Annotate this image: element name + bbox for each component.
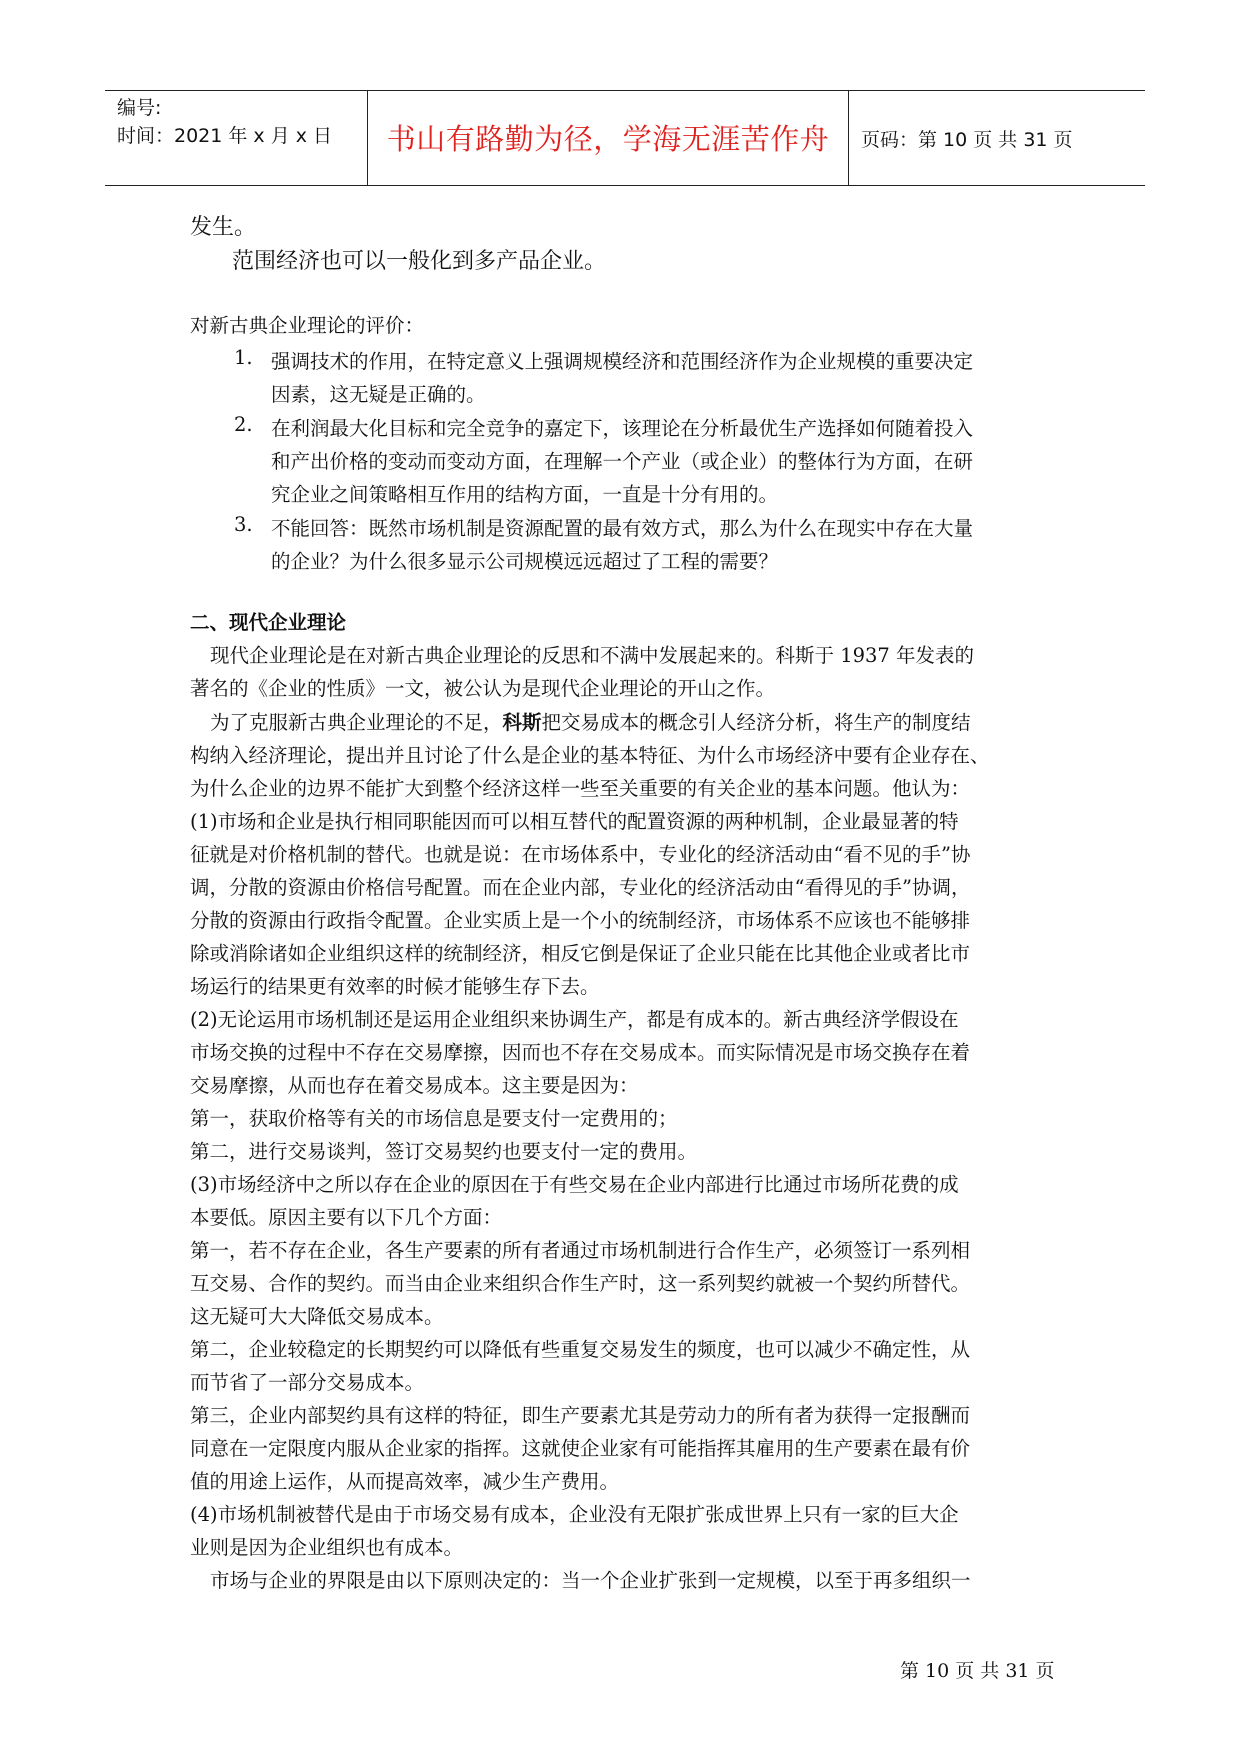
body-line: 市场与企业的界限是由以下原则决定的：当一个企业扩张到一定规模，以至于再多组织一 <box>210 1569 971 1592</box>
body-line: (4)市场机制被替代是由于市场交易有成本，企业没有无限扩张成世界上只有一家的巨大企 <box>190 1503 959 1526</box>
body-line: 市场交换的过程中不存在交易摩擦，因而也不存在交易成本。而实际情况是市场交换存在着 <box>190 1041 971 1064</box>
body-line: 而节省了一部分交易成本。 <box>190 1371 425 1394</box>
section-heading: 二、现代企业理论 <box>190 611 347 634</box>
body-line: (2)无论运用市场机制还是运用企业组织来协调生产，都是有成本的。新古典经济学假设在 <box>190 1008 959 1031</box>
list-number: 2. <box>234 413 253 436</box>
body-line: 著名的《企业的性质》一文，被公认为是现代企业理论的开山之作。 <box>190 677 776 700</box>
body-line: 这无疑可大大降低交易成本。 <box>190 1305 444 1328</box>
time-label: 时间：2021 年 x 月 x 日 <box>117 125 333 147</box>
body-line: 第二，企业较稳定的长期契约可以降低有些重复交易发生的频度，也可以减少不确定性，从 <box>190 1338 971 1361</box>
body-line: 发生。 <box>190 215 257 240</box>
body-line: 调，分散的资源由价格信号配置。而在企业内部，专业化的经济活动由“看得见的手”协调， <box>190 876 971 899</box>
body-text: 把交易成本的概念引人经济分析，将生产的制度结 <box>541 711 971 734</box>
header-page-cell <box>849 91 1145 185</box>
body-line: 本要低。原因主要有以下几个方面： <box>190 1206 503 1229</box>
body-line: 场运行的结果更有效率的时候才能够生存下去。 <box>190 975 600 998</box>
body-line: 业则是因为企业组织也有成本。 <box>190 1536 464 1559</box>
body-line: 除或消除诸如企业组织这样的统制经济，相反它倒是保证了企业只能在比其他企业或者比市 <box>190 942 971 965</box>
header-meta-cell <box>105 91 368 185</box>
list-item-line: 不能回答：既然市场机制是资源配置的最有效方式，那么为什么在现实中存在大量 <box>271 517 974 540</box>
list-item-line: 因素，这无疑是正确的。 <box>271 383 486 406</box>
body-line: 交易摩擦，从而也存在着交易成本。这主要是因为： <box>190 1074 639 1097</box>
list-item-line: 强调技术的作用，在特定意义上强调规模经济和范围经济作为企业规模的重要决定 <box>271 350 974 373</box>
body-text: 为了克服新古典企业理论的不足， <box>210 711 503 734</box>
body-line-with-highlight <box>210 707 971 735</box>
body-line: (3)市场经济中之所以存在企业的原因在于有些交易在企业内部进行比通过市场所花费的成 <box>190 1173 959 1196</box>
body-line: 第一，获取价格等有关的市场信息是要支付一定费用的； <box>190 1107 678 1130</box>
body-line: 值的用途上运作，从而提高效率，减少生产费用。 <box>190 1470 620 1493</box>
page-footer: 第 10 页 共 31 页 <box>900 1660 1055 1682</box>
number-label: 编号: <box>117 97 162 119</box>
body-line: (1)市场和企业是执行相同职能因而可以相互替代的配置资源的两种机制，企业最显著的特 <box>190 810 959 833</box>
body-line: 互交易、合作的契约。而当由企业来组织合作生产时，这一系列契约就被一个契约所替代。 <box>190 1272 971 1295</box>
body-line: 第二，进行交易谈判，签订交易契约也要支付一定的费用。 <box>190 1140 698 1163</box>
body-line: 第一，若不存在企业，各生产要素的所有者通过市场机制进行合作生产，必须签订一系列相 <box>190 1239 971 1262</box>
body-line: 第三，企业内部契约具有这样的特征，即生产要素尤其是劳动力的所有者为获得一定报酬而 <box>190 1404 971 1427</box>
body-line: 分散的资源由行政指令配置。企业实质上是一个小的统制经济，市场体系不应该也不能够排 <box>190 909 971 932</box>
body-line: 构纳入经济理论，提出并且讨论了什么是企业的基本特征、为什么市场经济中要有企业存在、 <box>190 744 990 767</box>
body-line: 范围经济也可以一般化到多产品企业。 <box>232 249 607 274</box>
body-line: 同意在一定限度内服从企业家的指挥。这就使企业家有可能指挥其雇用的生产要素在最有价 <box>190 1437 971 1460</box>
body-line: 现代企业理论是在对新古典企业理论的反思和不满中发展起来的。科斯于 1937 年发表的 <box>210 644 975 667</box>
list-item-line: 和产出价格的变动而变动方面，在理解一个产业（或企业）的整体行为方面，在研 <box>271 450 974 473</box>
header-motto: 书山有路勤为径，学海无涯苦作舟 <box>386 122 830 156</box>
document-header <box>105 90 1145 186</box>
list-item-line: 在利润最大化目标和完全竞争的嘉定下，该理论在分析最优生产选择如何随着投入 <box>271 417 974 440</box>
list-number: 1. <box>234 346 253 369</box>
body-line: 为什么企业的边界不能扩大到整个经济这样一些至关重要的有关企业的基本问题。他认为： <box>190 777 971 800</box>
list-number: 3. <box>234 513 253 536</box>
list-item-line: 的企业？为什么很多显示公司规模远远超过了工程的需要？ <box>271 550 779 573</box>
body-line: 征就是对价格机制的替代。也就是说：在市场体系中，专业化的经济活动由“看不见的手”协 <box>190 843 971 866</box>
highlight-name: 科斯 <box>502 711 542 734</box>
list-item-line: 究企业之间策略相互作用的结构方面，一直是十分有用的。 <box>271 483 779 506</box>
header-motto-cell <box>368 91 849 185</box>
header-page-code: 页码：第 10 页 共 31 页 <box>861 129 1073 151</box>
section-intro: 对新古典企业理论的评价： <box>190 314 425 337</box>
